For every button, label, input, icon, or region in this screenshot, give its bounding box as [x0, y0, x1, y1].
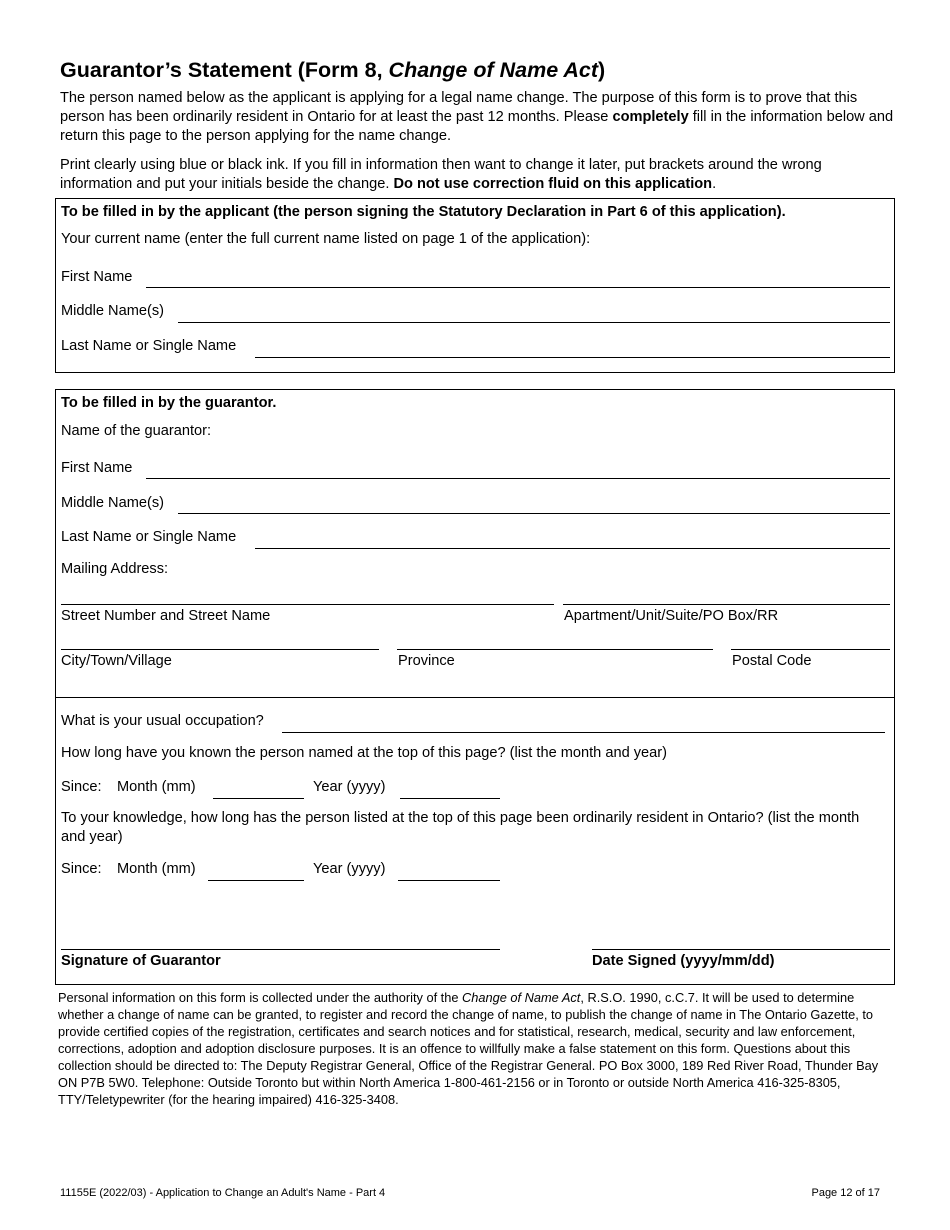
date-signed-label: Date Signed (yyyy/mm/dd) — [592, 953, 775, 969]
guarantor-middle-name-label: Middle Name(s) — [61, 495, 164, 511]
street-field[interactable] — [61, 604, 554, 605]
intro-paragraph-2: Print clearly using blue or black ink. If you fill in information then want to change it later, put brackets around the wrong information and put your initials beside the change. Do not use correction fluid on this application. — [60, 157, 822, 192]
province-label: Province — [398, 653, 455, 669]
resident-month-field[interactable] — [208, 880, 304, 881]
known-year-label: Year (yyyy) — [313, 779, 386, 795]
guarantor-middle-name-field[interactable] — [178, 513, 890, 514]
guarantor-name-label: Name of the guarantor: — [61, 423, 212, 439]
privacy-notice: Personal information on this form is collected under the authority of the Change of Name Act, R.S.O. 1990, c.C.7. It will be used to determine whether a change of name can be granted, to register and record the change of name, to publish the change of name in The Ontario Gazette, to provide certified copies of the registration, certificates and search notices and for statistical, research, medical, security and law enforcement, corrections, adoption and adoption disclosure purposes. It is an offence to willfully make a false statement on this form. Questions about this collection should be directed to: The Deputy Registrar General, Office of the Registrar General. PO Box 3000, 189 Red River Road, Thunder Bay ON P7B 5W0. Telephone: Outside Toronto but within North America 1-800-461-2156 or in Toronto or outside North America 416-325-8305, TTY/Teletypewriter (for the hearing impaired) 416-325-3408. — [58, 990, 879, 1107]
occupation-label: What is your usual occupation? — [61, 713, 264, 729]
guarantor-last-name-label: Last Name or Single Name — [61, 529, 237, 545]
street-label: Street Number and Street Name — [61, 608, 271, 624]
known-question: How long have you known the person named at the top of this page? (list the month and year) — [61, 745, 668, 761]
resident-question: To your knowledge, how long has the person listed at the top of this page been ordinarily resident in Ontario? (list the month and year) — [61, 810, 860, 845]
signature-field[interactable] — [61, 949, 500, 950]
apartment-field[interactable] — [563, 604, 890, 605]
intro-paragraph-1: The person named below as the applicant is applying for a legal name change. The purpose of this form is to prove that this person has been ordinarily resident in Ontario for at least the past 12 months. Please completely fill in the information below and return this page to the person applying for the name change. — [60, 90, 894, 144]
applicant-middle-name-label: Middle Name(s) — [61, 303, 164, 319]
resident-since-label: Since: — [61, 861, 102, 877]
city-field[interactable] — [61, 649, 379, 650]
known-year-field[interactable] — [400, 798, 500, 799]
postal-code-label: Postal Code — [732, 653, 812, 669]
resident-year-field[interactable] — [398, 880, 500, 881]
page-number: Page 12 of 17 — [811, 1187, 880, 1199]
page-title: Guarantor’s Statement (Form 8, Change of Name Act) — [60, 58, 606, 82]
mailing-address-label: Mailing Address: — [61, 561, 169, 577]
guarantor-first-name-label: First Name — [61, 460, 133, 476]
known-month-label: Month (mm) — [117, 779, 196, 795]
guarantor-first-name-field[interactable] — [146, 478, 890, 479]
city-label: City/Town/Village — [61, 653, 172, 669]
form-id-footer: 11155E (2022/03) - Application to Change an Adult's Name - Part 4 — [60, 1187, 386, 1199]
guarantor-heading: To be filled in by the guarantor. — [61, 395, 277, 411]
applicant-last-name-label: Last Name or Single Name — [61, 338, 237, 354]
resident-year-label: Year (yyyy) — [313, 861, 386, 877]
resident-month-label: Month (mm) — [117, 861, 196, 877]
date-signed-field[interactable] — [592, 949, 890, 950]
known-month-field[interactable] — [213, 798, 304, 799]
applicant-instruction: Your current name (enter the full current name listed on page 1 of the application): — [61, 231, 591, 247]
apartment-label: Apartment/Unit/Suite/PO Box/RR — [564, 608, 779, 624]
applicant-heading: To be filled in by the applicant (the person signing the Statutory Declaration in Part 6 of this application). — [61, 204, 786, 220]
applicant-section — [55, 198, 895, 373]
occupation-field[interactable] — [282, 732, 885, 733]
guarantor-section — [55, 389, 895, 985]
applicant-first-name-label: First Name — [61, 269, 133, 285]
signature-label: Signature of Guarantor — [61, 953, 221, 969]
applicant-last-name-field[interactable] — [255, 357, 890, 358]
section-divider — [56, 697, 894, 698]
applicant-middle-name-field[interactable] — [178, 322, 890, 323]
guarantor-last-name-field[interactable] — [255, 548, 890, 549]
postal-code-field[interactable] — [731, 649, 890, 650]
known-since-label: Since: — [61, 779, 102, 795]
applicant-first-name-field[interactable] — [146, 287, 890, 288]
province-field[interactable] — [397, 649, 713, 650]
